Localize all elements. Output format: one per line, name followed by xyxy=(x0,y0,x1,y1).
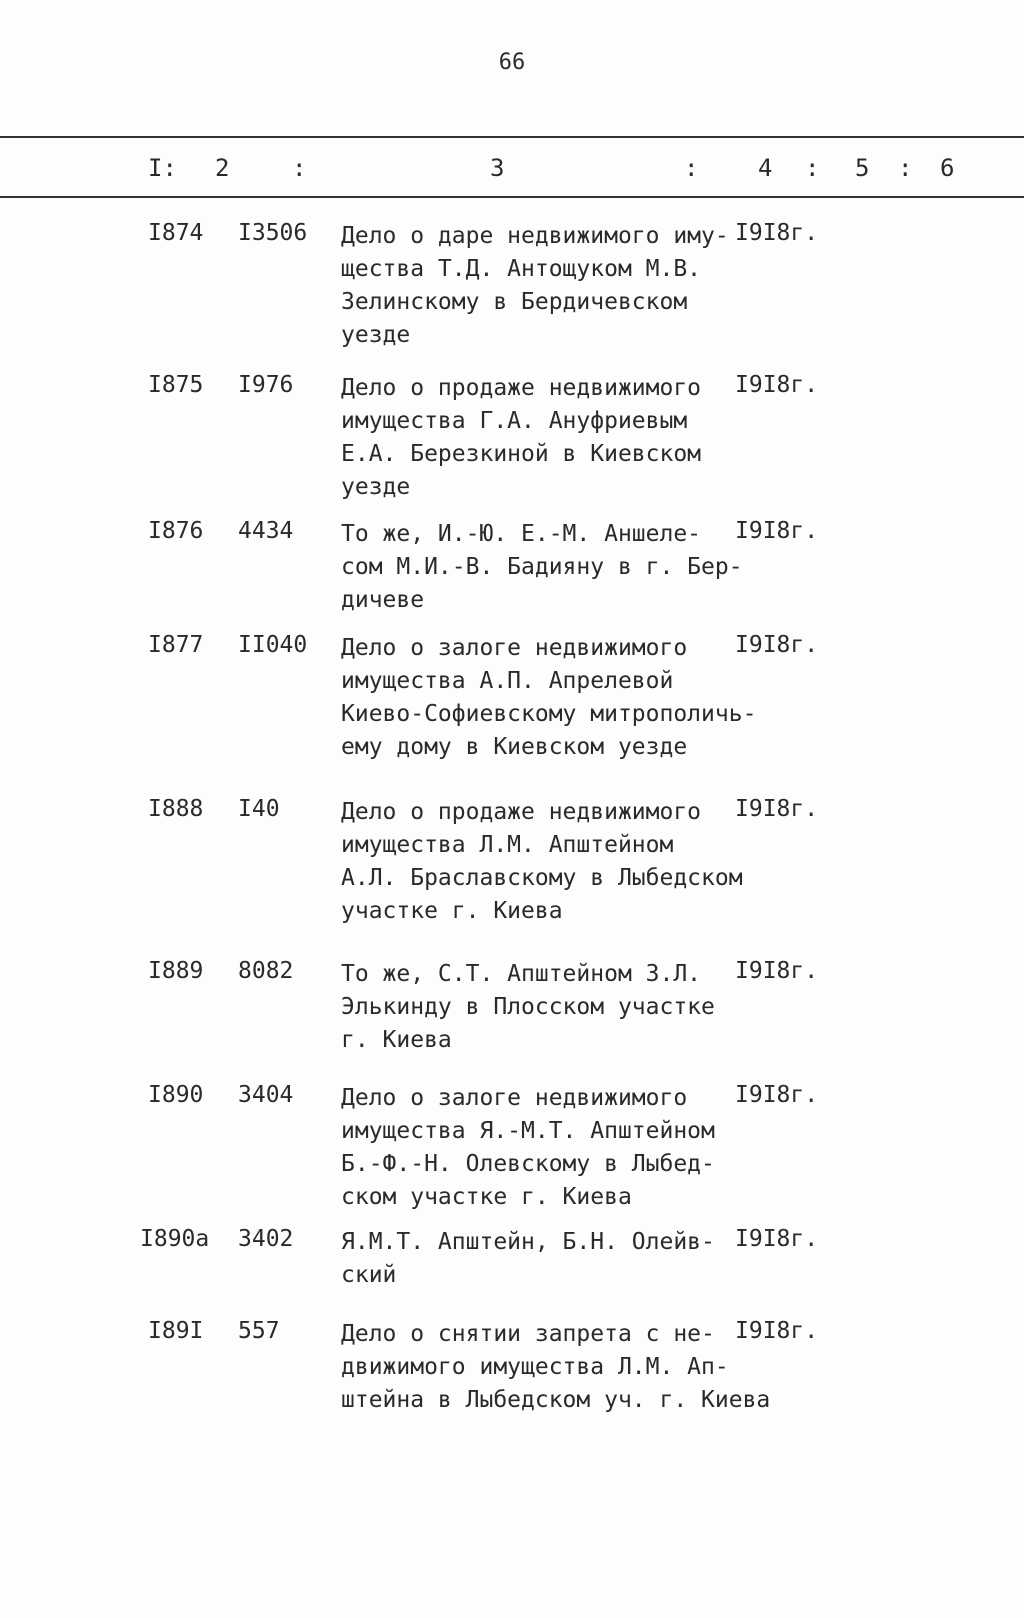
col-header-sep: : xyxy=(292,154,307,182)
entry-number: I890а xyxy=(140,1226,210,1252)
entry-number: I876 xyxy=(148,518,204,544)
entry-code: 3402 xyxy=(238,1226,294,1252)
entry-line: Киево-Софиевскому митрополичь- xyxy=(341,701,757,727)
entry-description xyxy=(341,1318,771,1417)
entry-line: Элькинду в Плосском участке xyxy=(341,994,715,1020)
col-header-sep: : xyxy=(898,154,913,182)
entry-code: II040 xyxy=(238,632,308,658)
entry-year: I9I8г. xyxy=(735,220,819,246)
entry-line: имущества А.П. Апрелевой xyxy=(341,668,674,694)
entry-line: Дело о продаже недвижимого xyxy=(341,375,702,401)
col-header-sep: : xyxy=(684,154,699,182)
entry-number: I889 xyxy=(148,958,204,984)
entry-line: То же, И.-Ю. Е.-М. Аншеле- xyxy=(341,521,702,547)
col-header-4: 4 xyxy=(758,154,773,182)
entry-year: I9I8г. xyxy=(735,1082,819,1108)
entry-number: I888 xyxy=(148,796,204,822)
entry-line: Зелинскому в Бердичевском xyxy=(341,289,688,315)
entry-line: Дело о залоге недвижимого xyxy=(341,1085,688,1111)
entry-line: уезде xyxy=(341,474,411,500)
entry-year: I9I8г. xyxy=(735,1226,819,1252)
header-top-rule xyxy=(0,136,1024,138)
entry-description xyxy=(341,796,761,928)
entry-line: Дело о залоге недвижимого xyxy=(341,635,688,661)
entry-number: I890 xyxy=(148,1082,204,1108)
page-number: 66 xyxy=(498,50,526,75)
entry-line: А.Л. Браславскому в Лыбедском xyxy=(341,865,743,891)
entry-line: г. Киева xyxy=(341,1027,452,1053)
col-header-1: I: xyxy=(148,154,177,182)
header-bottom-rule xyxy=(0,196,1024,198)
entry-year: I9I8г. xyxy=(735,958,819,984)
entry-line: участке г. Киева xyxy=(341,898,563,924)
col-header-3: 3 xyxy=(490,154,505,182)
entry-year: I9I8г. xyxy=(735,1318,819,1344)
entry-number: I89I xyxy=(148,1318,204,1344)
entry-code: I40 xyxy=(238,796,280,822)
entry-line: имущества Я.-М.Т. Апштейном xyxy=(341,1118,715,1144)
entry-line: ему дому в Киевском уезде xyxy=(341,734,688,760)
entry-code: 557 xyxy=(238,1318,280,1344)
col-header-2: 2 xyxy=(215,154,230,182)
entry-line: Я.М.Т. Апштейн, Б.Н. Олейв- xyxy=(341,1229,715,1255)
entry-description xyxy=(341,1226,761,1292)
entry-code: 3404 xyxy=(238,1082,294,1108)
entry-year: I9I8г. xyxy=(735,796,819,822)
entry-line: Б.-Ф.-Н. Олевскому в Лыбед- xyxy=(341,1151,715,1177)
entry-number: I875 xyxy=(148,372,204,398)
entry-line: Дело о снятии запрета с не- xyxy=(341,1321,715,1347)
entry-description xyxy=(341,1082,761,1214)
entry-description xyxy=(341,518,761,617)
entry-description xyxy=(341,632,761,764)
entry-code: I976 xyxy=(238,372,294,398)
col-header-5: 5 xyxy=(855,154,870,182)
entry-description xyxy=(341,372,761,504)
entry-line: ский xyxy=(341,1262,397,1288)
entry-line: То же, С.Т. Апштейном З.Л. xyxy=(341,961,702,987)
entry-line: дичеве xyxy=(341,587,425,613)
entry-code: 4434 xyxy=(238,518,294,544)
entry-line: движимого имущества Л.М. Ап- xyxy=(341,1354,729,1380)
entry-line: имущества Л.М. Апштейном xyxy=(341,832,674,858)
entry-code: I3506 xyxy=(238,220,308,246)
entry-line: имущества Г.А. Ануфриевым xyxy=(341,408,688,434)
entry-line: ском участке г. Киева xyxy=(341,1184,632,1210)
entry-line: штейна в Лыбедском уч. г. Киева xyxy=(341,1387,771,1413)
entry-number: I877 xyxy=(148,632,204,658)
entry-year: I9I8г. xyxy=(735,372,819,398)
entry-year: I9I8г. xyxy=(735,518,819,544)
entry-line: щества Т.Д. Антощуком М.В. xyxy=(341,256,702,282)
entry-line: Дело о даре недвижимого иму- xyxy=(341,223,729,249)
entry-description xyxy=(341,220,761,352)
entry-line: Е.А. Березкиной в Киевском xyxy=(341,441,702,467)
entry-line: уезде xyxy=(341,322,411,348)
col-header-sep: : xyxy=(805,154,820,182)
entry-line: сом М.И.-В. Бадияну в г. Бер- xyxy=(341,554,743,580)
entry-number: I874 xyxy=(148,220,204,246)
entry-description xyxy=(341,958,761,1057)
entry-line: Дело о продаже недвижимого xyxy=(341,799,702,825)
entry-year: I9I8г. xyxy=(735,632,819,658)
entry-code: 8082 xyxy=(238,958,294,984)
col-header-6: 6 xyxy=(940,154,955,182)
